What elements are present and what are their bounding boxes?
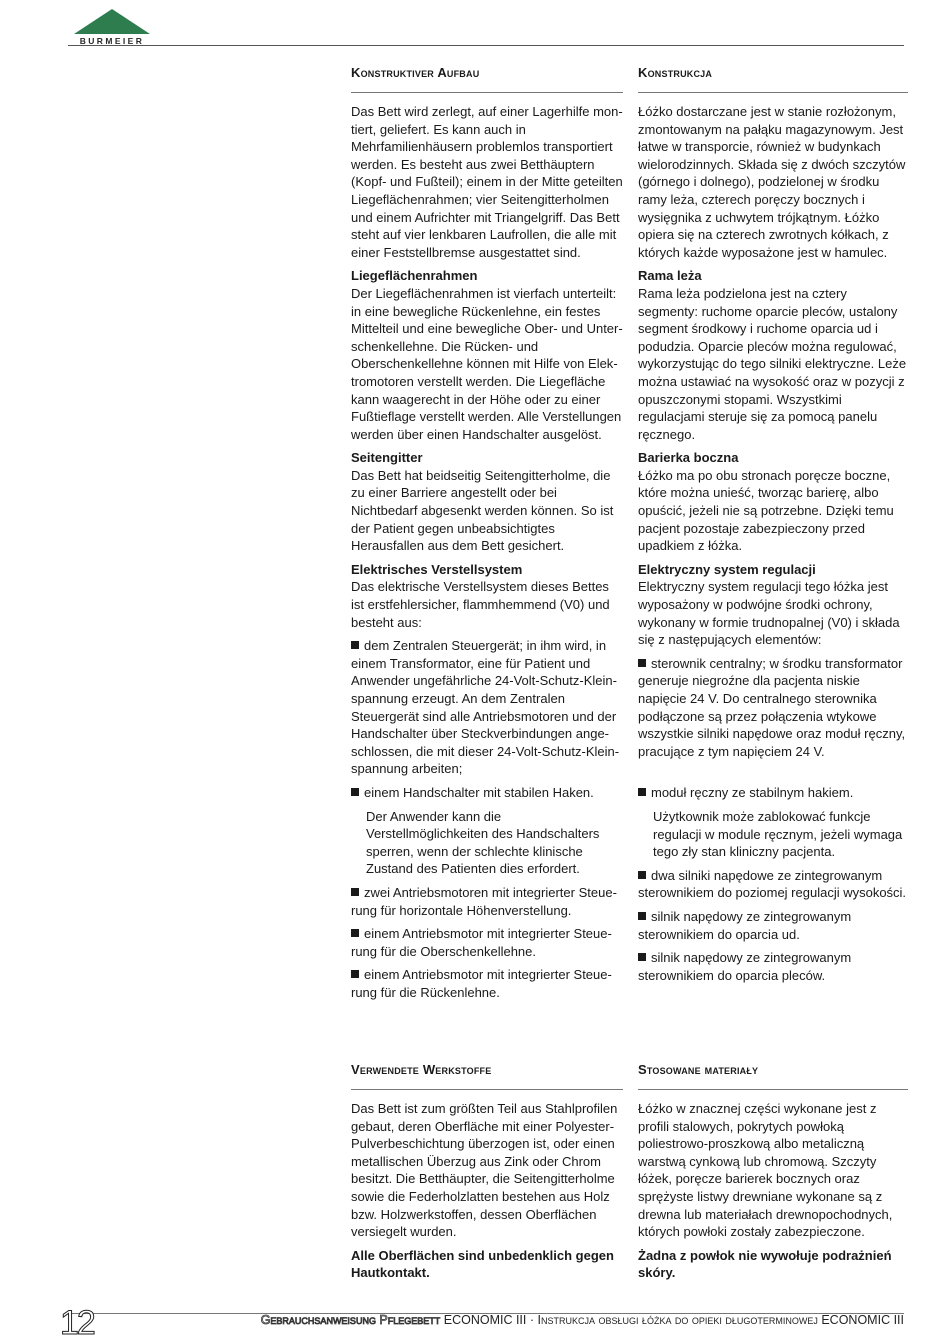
- list-item: sterownik centralny; w środku transformator generuje niegroźne dla pacjenta niskie napięcie 24 V. Do centralnego sterownika podłączone są przez połączenia wtykowe wszystkie silniki napędowe oraz moduł ręczny, pracujące z tym napięciem 24 V.: [638, 655, 906, 759]
- polish-column-construction: [638, 66, 908, 990]
- footer-title-pl: Instrukcja obsługi łóżka do opieki długoterminowej: [537, 1313, 818, 1327]
- square-bullet-icon: [351, 888, 359, 896]
- square-bullet-icon: [638, 953, 646, 961]
- list-item: moduł ręczny ze stabilnym hakiem.: [638, 784, 908, 802]
- paragraph: Das Bett wird zerlegt, auf einer Lagerhilfe montiert, geliefert. Es kann auch in Mehrfamilienhäusern problemlos transportiert werden. Es besteht aus zwei Betthäuptern (Kopf- und Fußteil); einem in der Mitte geteilten Liegeflächenrahmen; vier Seitengitterholmen und einem Aufrichter mit Triangelgriff. Das Bett steht auf vier lenkbaren Laufrollen, die alle mit einer Feststellbremse ausgestattet sind.: [351, 104, 623, 260]
- footer-model-pl: ECONOMIC III: [817, 1313, 904, 1327]
- subheading: Seitengitter: [351, 450, 423, 466]
- footer-title-de: Gebrauchsanweisung Pflegebett: [260, 1313, 441, 1327]
- subheading: Elektrisches Verstellsystem: [351, 561, 523, 577]
- paragraph: Das Bett ist zum größten Teil aus Stahlprofilen gebaut, deren Oberfläche mit einer Polyester-Pulverbeschichtung überzogen ist, oder einen metallischen Überzug aus Zink oder Chrom besitzt. Die Betthäupter, die Seitengitterholme sowie die Federholzlatten bestehen aus Holz bzw. Holzwerkstoffen, dessen Oberflächen versiegelt wurden.: [351, 1101, 618, 1240]
- page-number: 12: [60, 1304, 94, 1342]
- subheading: Elektryczny system regulacji: [638, 561, 816, 577]
- square-bullet-icon: [351, 970, 359, 978]
- paragraph: Elektryczny system regulacji tego łóżka jest wyposażony w podwójne środki ochrony, wykonany w formie trudnopalnej (V0) i składa się z następujących elementów:: [638, 579, 900, 648]
- list-item: dem Zentralen Steuergerät; in ihm wird, in einem Transformator, eine für Patient und Anwender ungefährliche 24-Volt-Schutz-Kleinspannung erzeugt. An dem Zentralen Steuergerät sind alle Antriebsmotoren und der Handschalter über Steckverbindungen angeschlossen, die mit dieser 24-Volt-Schutz-Kleinspannung arbeiten;: [351, 638, 620, 777]
- paragraph: Rama leża podzielona jest na cztery segmenty: ruchome oparcie pleców, ustalony segment środkowy i ruchome oparcia ud i podudzia. Oparcie pleców można regulować, wykorzystując do tego silniki elektryczne. Leże można ustawiać na wysokość oraz w pozycji z opuszczonymi stopami. Wszystkimi regulacjami steruje się za pomocą panelu ręcznego.: [638, 285, 907, 442]
- square-bullet-icon: [638, 912, 646, 920]
- paragraph: Łóżko w znacznej części wykonane jest z profili stalowych, pokrytych powłoką poliestrowo-proszkową albo metaliczną warstwą cynkową lub chromową. Szczyty łóżek, poręcze barierek bocznych oraz sprężyste listwy drewniane wykonane są z drewna lub materiałach drewnopochodnych, których powłoki zostały zabezpieczone.: [638, 1101, 893, 1240]
- list-item: einem Handschalter mit stabilen Haken.: [351, 784, 623, 802]
- list-item-note: Der Anwender kann die Verstellmöglichkeiten des Handschalters sperren, wenn der schlechte klinische Zustand des Patienten dies erfordert.: [366, 808, 600, 877]
- brand-name: BURMEIER: [79, 36, 145, 46]
- footer-model-de: ECONOMIC III: [440, 1313, 527, 1327]
- paragraph: Łóżko dostarczane jest w stanie rozłożonym, zmontowanym na pałąku magazynowym. Jest łatwe w transporcie, również w budynkach wielorodzinnych. Składa się z dwóch szczytów (górnego i dolnego), podzielonej w środku ramy leża, czterech poręczy bocznych i wysięgnika z uchwytem trójkątnym. Łóżko opiera się na czterech zwrotnych kółkach, z których każde wyposażone jest w hamulec.: [638, 104, 906, 260]
- list-item: dwa silniki napędowe ze zintegrowanym sterownikiem do poziomej regulacji wysokości.: [638, 867, 907, 901]
- subheading: Rama leża: [638, 268, 702, 284]
- paragraph: Das Bett hat beidseitig Seitengitterholme, die zu einer Barriere angestellt oder bei Nichtbedarf abgesenkt werden können. So ist der Patient gegen unbeabsichtigtes Herausfallen aus dem Bett gesichert.: [351, 467, 614, 554]
- footer-title: [261, 1313, 904, 1327]
- polish-column-materials: [638, 1063, 908, 1288]
- footer-separator: ·: [526, 1313, 538, 1327]
- paragraph-bold: Żadna z powłok nie wywołuje podrażnień skóry.: [638, 1247, 892, 1281]
- german-column-construction: [351, 66, 623, 1008]
- roof-logo-icon: [68, 8, 156, 36]
- brand-logo: [68, 8, 156, 46]
- subheading: Barierka boczna: [638, 450, 739, 466]
- paragraph: Der Liegeflächenrahmen ist vierfach unterteilt: in eine bewegliche Rückenlehne, ein festes Mittelteil und eine bewegliche Ober- und Unterschenkellehne. Die Rücken- und Oberschenkellehne können mit Hilfe von Elektromotoren verstellt werden. Die Liegefläche kann waagerecht in der Höhe oder zu einer Fußtieflage verstellt werden. Alle Verstellungen werden über einen Handschalter ausgelöst.: [351, 285, 623, 442]
- square-bullet-icon: [638, 659, 646, 667]
- paragraph-bold: Alle Oberflächen sind unbedenklich gegen Hautkontakt.: [351, 1247, 614, 1281]
- section-heading: Verwendete Werkstoffe: [351, 1063, 623, 1090]
- square-bullet-icon: [351, 641, 359, 649]
- section-heading: Konstruktiver Aufbau: [351, 66, 623, 93]
- section-heading: Stosowane materiały: [638, 1063, 908, 1090]
- german-column-materials: [351, 1063, 623, 1288]
- list-item: einem Antriebsmotor mit integrierter Steuerung für die Rückenlehne.: [351, 967, 612, 1000]
- list-item: silnik napędowy ze zintegrowanym sterownikiem do oparcia pleców.: [638, 950, 852, 983]
- paragraph: Das elektrische Verstellsystem dieses Bettes ist erstfehlersicher, flammhemmend (V0) und besteht aus:: [351, 579, 610, 630]
- list-item: zwei Antriebsmotoren mit integrierter Steuerung für horizontale Höhenverstellung.: [351, 884, 617, 918]
- square-bullet-icon: [638, 788, 646, 796]
- list-item: silnik napędowy ze zintegrowanym sterownikiem do oparcia ud.: [638, 908, 852, 942]
- section-heading: Konstrukcja: [638, 66, 908, 93]
- paragraph: Łóżko ma po obu stronach poręcze boczne, które można unieść, tworząc barierę, albo opuścić, jeżeli nie są potrzebne. Dzięki temu pacjent pozostaje zabezpieczony przed upadkiem z łóżka.: [638, 467, 894, 554]
- square-bullet-icon: [351, 788, 359, 796]
- square-bullet-icon: [351, 929, 359, 937]
- subheading: Liegeflächenrahmen: [351, 268, 478, 284]
- square-bullet-icon: [638, 871, 646, 879]
- list-item-note: Użytkownik może zablokować funkcje regulacji w module ręcznym, jeżeli wymaga tego zły stan kliniczny pacjenta.: [653, 808, 903, 860]
- header-divider: [68, 45, 904, 46]
- list-item: einem Antriebsmotor mit integrierter Steuerung für die Oberschenkellehne.: [351, 926, 612, 959]
